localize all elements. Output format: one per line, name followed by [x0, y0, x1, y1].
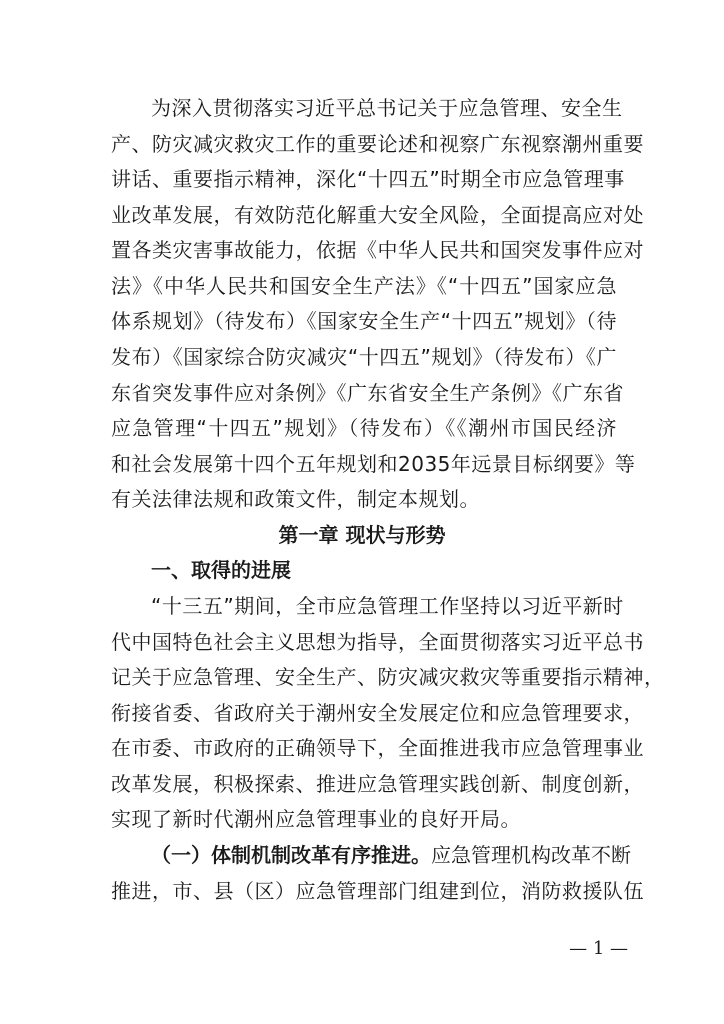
section-title: 一、取得的进展 [151, 558, 291, 582]
progress-line-5: 在市委、市政府的正确领导下，全面推进我市应急管理事业 [111, 736, 644, 760]
intro-line-7: 体系规划》（待发布）《国家安全生产“十四五”规划》（待 [111, 309, 617, 333]
item-1-line-1 [151, 843, 631, 867]
progress-line-6: 改革发展，积极探索、推进应急管理实践创新、制度创新， [111, 772, 644, 796]
progress-line-7: 实现了新时代潮州应急管理事业的良好开局。 [111, 807, 521, 831]
intro-line-6: 法》《中华人民共和国安全生产法》《“十四五”国家应急 [111, 274, 617, 298]
intro-line-2: 产、防灾减灾救灾工作的重要论述和视察广东视察潮州重要 [111, 132, 644, 156]
intro-line-3: 讲话、重要指示精神，深化“十四五”时期全市应急管理事 [111, 167, 625, 191]
intro-line-10: 应急管理“十四五”规划》（待发布）《《潮州市国民经济 [111, 416, 617, 440]
progress-line-3: 记关于应急管理、安全生产、防灾减灾救灾等重要指示精神， [111, 665, 665, 689]
progress-line-1: “十三五”期间，全市应急管理工作坚持以习近平新时 [151, 594, 624, 618]
intro-line-12: 有关法律法规和政策文件，制定本规划。 [111, 487, 480, 511]
item-1-line-2: 推进，市、县（区）应急管理部门组建到位，消防救援队伍 [111, 879, 644, 903]
item-1-text: 应急管理机构改革不断 [431, 843, 631, 867]
page-number: — 1 — [569, 938, 628, 959]
progress-line-4: 衔接省委、省政府关于潮州安全发展定位和应急管理要求， [111, 701, 644, 725]
intro-line-8: 发布）《国家综合防灾减灾“十四五”规划》（待发布）《广 [111, 345, 617, 369]
intro-line-11: 和社会发展第十四个五年规划和2035年远景目标纲要》等 [111, 452, 636, 476]
intro-line-9: 东省突发事件应对条例》《广东省安全生产条例》《广东省 [111, 381, 624, 405]
progress-line-2: 代中国特色社会主义思想为指导，全面贯彻落实习近平总书 [111, 630, 644, 654]
intro-line-1: 为深入贯彻落实习近平总书记关于应急管理、安全生 [151, 96, 623, 120]
item-1-lead: （一）体制机制改革有序推进。 [151, 843, 431, 867]
intro-line-5: 置各类灾害事故能力，依据《中华人民共和国突发事件应对 [111, 238, 644, 262]
chapter-title: 第一章 现状与形势 [278, 523, 446, 547]
intro-line-4: 业改革发展，有效防范化解重大安全风险，全面提高应对处 [111, 203, 644, 227]
